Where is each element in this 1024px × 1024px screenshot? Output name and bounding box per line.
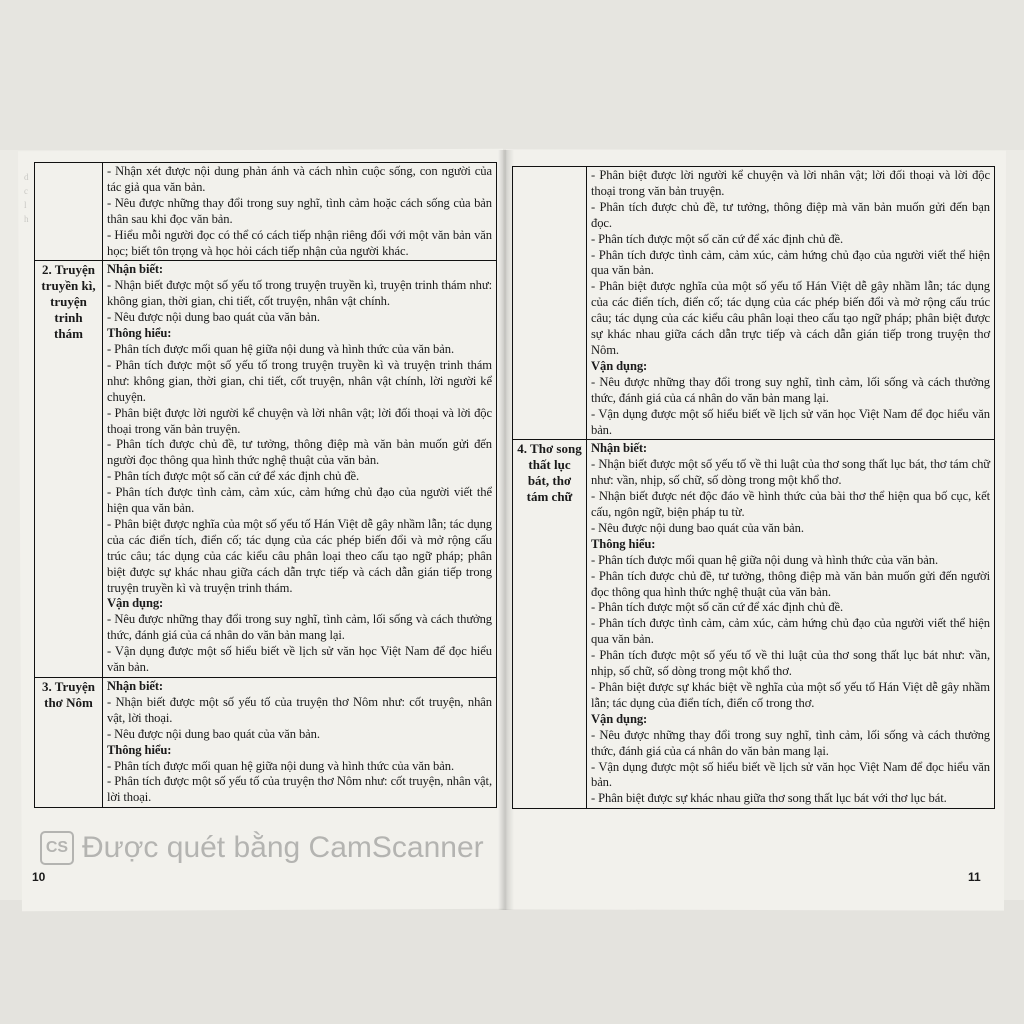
section-label-4: 4. Thơ song thất lục bát, thơ tám chữ bbox=[513, 440, 587, 809]
heading-nhan-biet: Nhận biết: bbox=[107, 262, 164, 277]
list-item: - Phân biệt được nghĩa của một số yếu tố Hán Việt dễ gây nhầm lẫn; tác dụng của các điển tích, điển cố; tác dụng của các phép biến đổi và mở rộng cấu trúc câu; tác dụng của các kiểu câu phân loại theo cấu tạo ngữ pháp; phân biệt được sự khác nhau giữa cách dẫn trực tiếp và cách dẫn gián tiếp trong truyện truyền kì và truyện trinh thám. bbox=[107, 516, 492, 595]
page-number-left: 10 bbox=[32, 870, 46, 884]
section-2-content bbox=[103, 261, 497, 678]
continued-cell bbox=[587, 167, 995, 440]
list-item: - Phân tích được chủ đề, tư tưởng, thông điệp mà văn bản muốn gửi đến người đọc thông qua hình thức nghệ thuật của văn bản. bbox=[591, 568, 990, 599]
list-item: - Phân tích được tình cảm, cảm xúc, cảm hứng chủ đạo của người viết thể hiện qua văn bản. bbox=[591, 247, 990, 278]
list-item: - Nhận biết được một số yếu tố trong truyện truyền kì, truyện trinh thám như: không gian, thời gian, chi tiết, cốt truyện, nhân vật chính. bbox=[107, 278, 492, 309]
list-item: - Phân biệt được sự khác nhau giữa thơ song thất lục bát với thơ lục bát. bbox=[591, 791, 947, 806]
heading-thong-hieu: Thông hiểu: bbox=[591, 536, 656, 551]
heading-van-dung: Vận dụng: bbox=[591, 711, 648, 726]
list-item: - Nêu được nội dung bao quát của văn bản. bbox=[591, 520, 804, 535]
list-item: - Phân tích được một số yếu tố trong truyện truyền kì và truyện trinh thám như: không gian, thời gian, chi tiết, cốt truyện, nhân vật chính, lời người kể chuyện. bbox=[107, 357, 492, 404]
section-cell-empty bbox=[35, 163, 103, 261]
list-item: - Nêu được nội dung bao quát của văn bản. bbox=[107, 726, 320, 741]
list-item: - Phân tích được mối quan hệ giữa nội dung và hình thức của văn bản. bbox=[107, 758, 454, 773]
list-item: - Hiểu mỗi người đọc có thể có cách tiếp nhận riêng đối với một văn bản văn học; biết tôn trọng và học hỏi cách tiếp nhận của người khác. bbox=[107, 227, 492, 258]
list-item: - Vận dụng được một số hiểu biết về lịch sử văn học Việt Nam để đọc hiểu văn bản. bbox=[107, 644, 492, 675]
list-item: - Phân tích được một số yếu tố của truyện thơ Nôm như: cốt truyện, nhân vật, lời thoại. bbox=[107, 774, 492, 805]
list-item: - Phân tích được chủ đề, tư tưởng, thông điệp mà văn bản muốn gửi đến người đọc thông qua hình thức nghệ thuật của văn bản. bbox=[107, 437, 492, 468]
section-4-content bbox=[587, 440, 995, 809]
list-item: - Phân tích được một số yếu tố về thi luật của thơ song thất lục bát như: vần, nhịp, số chữ, số dòng trong một khổ thơ. bbox=[591, 648, 990, 679]
list-item: - Phân biệt được nghĩa của một số yếu tố Hán Việt dễ gây nhầm lẫn; tác dụng của các điển tích, điển cố; tác dụng của các phép biến đổi và mở rộng cấu trúc câu; tác dụng của các kiểu câu phân loại theo cấu tạo ngữ pháp; phân biệt được sự khác nhau giữa cách dẫn trực tiếp và cách dẫn gián tiếp trong truyện thơ Nôm. bbox=[591, 279, 990, 357]
list-item: - Nêu được những thay đổi trong suy nghĩ, tình cảm, lối sống và cách thưởng thức, đánh giá của cá nhân do văn bản mang lại. bbox=[107, 612, 492, 643]
list-item: - Phân tích được chủ đề, tư tưởng, thông điệp mà văn bản muốn gửi đến bạn đọc. bbox=[591, 199, 990, 230]
list-item: - Phân biệt được lời người kể chuyện và lời nhân vật; lời đối thoại và lời độc thoại trong văn bản truyện. bbox=[107, 405, 492, 436]
table-row bbox=[513, 167, 995, 440]
list-item: - Phân tích được một số căn cứ để xác định chủ đề. bbox=[591, 231, 844, 246]
list-item: - Phân biệt được sự khác biệt về nghĩa của một số yếu tố Hán Việt dễ gây nhầm lẫn; tác dụng của điển tích, điển cố trong thơ. bbox=[591, 680, 990, 710]
background-bottom bbox=[0, 900, 1024, 1024]
section-3-content bbox=[103, 678, 497, 808]
heading-nhan-biet: Nhận biết: bbox=[591, 441, 648, 456]
heading-van-dung: Vận dụng: bbox=[107, 596, 164, 611]
list-item: - Nêu được những thay đổi trong suy nghĩ, tình cảm, lối sống và cách thưởng thức, đánh giá của cá nhân do văn bản mang lại. bbox=[591, 374, 990, 405]
heading-van-dung: Vận dụng: bbox=[591, 358, 648, 373]
list-item: - Nêu được những thay đổi trong suy nghĩ, tình cảm, lối sống và cách thưởng thức, đánh giá của cá nhân do văn bản mang lại. bbox=[591, 727, 990, 758]
bleed-through-text: d c l h bbox=[24, 172, 29, 224]
list-item: - Nhận xét được nội dung phản ánh và cách nhìn cuộc sống, con người của tác giả qua văn bản. bbox=[107, 164, 492, 194]
left-content-table bbox=[34, 162, 497, 808]
list-item: - Phân tích được tình cảm, cảm xúc, cảm hứng chủ đạo của người viết thể hiện qua văn bản. bbox=[107, 485, 492, 516]
list-item: - Nhận biết được nét độc đáo về hình thức của bài thơ thể hiện qua bố cục, kết cấu, ngôn ngữ, biện pháp tu từ. bbox=[591, 489, 990, 520]
intro-cell bbox=[103, 163, 497, 261]
camscanner-logo-icon: CS bbox=[40, 831, 74, 865]
section-label-2: 2. Truyện truyền kì, truyện trinh thám bbox=[35, 261, 103, 678]
heading-thong-hieu: Thông hiểu: bbox=[107, 742, 172, 757]
table-row bbox=[35, 261, 497, 678]
list-item: - Vận dụng được một số hiểu biết về lịch sử văn học Việt Nam để đọc hiểu văn bản. bbox=[591, 406, 990, 437]
heading-thong-hieu: Thông hiểu: bbox=[107, 326, 172, 341]
section-cell-empty bbox=[513, 167, 587, 440]
list-item: - Phân biệt được lời người kể chuyện và lời nhân vật; lời đối thoại và lời độc thoại trong văn bản truyện. bbox=[591, 168, 990, 198]
section-label-3: 3. Truyện thơ Nôm bbox=[35, 678, 103, 808]
list-item: - Nhận biết được một số yếu tố về thi luật của thơ song thất lục bát, thơ tám chữ như: vần, nhịp, số chữ, số dòng trong một khổ thơ. bbox=[591, 457, 990, 488]
list-item: - Phân tích được một số căn cứ để xác định chủ đề. bbox=[107, 469, 360, 484]
list-item: - Phân tích được tình cảm, cảm xúc, cảm hứng chủ đạo của người viết thể hiện qua văn bản. bbox=[591, 616, 990, 647]
background-top bbox=[0, 0, 1024, 150]
table-row bbox=[35, 163, 497, 261]
table-row bbox=[513, 440, 995, 809]
list-item: - Nêu được những thay đổi trong suy nghĩ, tình cảm hoặc cách sống của bản thân sau khi đọc văn bản. bbox=[107, 195, 492, 226]
watermark-text: Được quét bằng CamScanner bbox=[82, 831, 484, 864]
list-item: - Phân tích được mối quan hệ giữa nội dung và hình thức của văn bản. bbox=[591, 552, 938, 567]
list-item: - Vận dụng được một số hiểu biết về lịch sử văn học Việt Nam để đọc hiểu văn bản. bbox=[591, 759, 990, 790]
list-item: - Nêu được nội dung bao quát của văn bản. bbox=[107, 310, 320, 325]
table-row bbox=[35, 678, 497, 808]
camscanner-watermark bbox=[40, 828, 484, 868]
heading-nhan-biet: Nhận biết: bbox=[107, 679, 164, 693]
right-content-table bbox=[512, 166, 995, 809]
list-item: - Phân tích được một số căn cứ để xác định chủ đề. bbox=[591, 600, 844, 615]
list-item: - Nhận biết được một số yếu tố của truyện thơ Nôm như: cốt truyện, nhân vật, lời thoại. bbox=[107, 694, 492, 725]
page-number-right: 11 bbox=[968, 870, 981, 884]
list-item: - Phân tích được mối quan hệ giữa nội dung và hình thức của văn bản. bbox=[107, 341, 454, 356]
